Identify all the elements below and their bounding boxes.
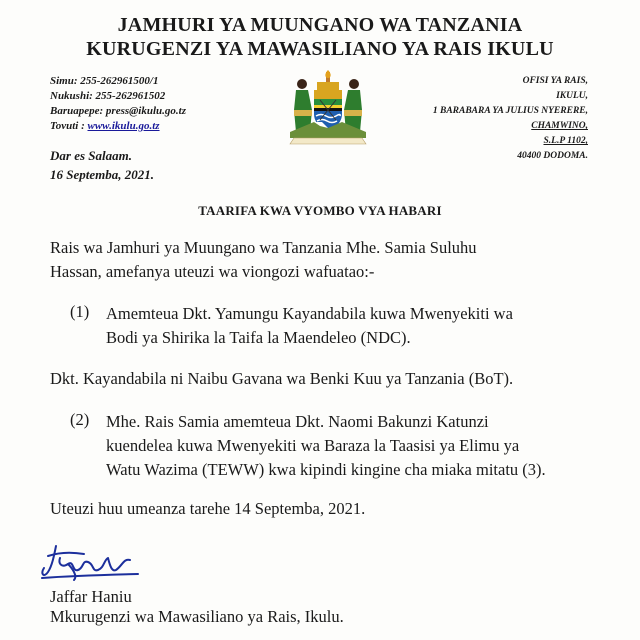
- coat-of-arms-emblem: [284, 70, 372, 146]
- phone-line: Simu: 255-262961500/1: [50, 75, 159, 87]
- office-address: [433, 74, 588, 164]
- address-line: OFISI YA RAIS,: [522, 76, 588, 86]
- contact-block: [50, 74, 186, 134]
- item-1-number: (1): [70, 302, 90, 321]
- fax-line: Nukushi: 255-262961502: [50, 90, 166, 102]
- email-value: press@ikulu.go.tz: [105, 105, 186, 117]
- signatory-title: Mkurugenzi wa Mawasiliano ya Rais, Ikulu.: [50, 607, 344, 626]
- email-line: Baruapepe: press@ikulu.go.tz: [50, 105, 186, 117]
- item-2-number: (2): [70, 410, 90, 429]
- address-line: CHAMWINO,: [531, 121, 588, 131]
- place-date: [50, 146, 154, 184]
- press-release-heading: TAARIFA KWA VYOMBO VYA HABARI: [198, 203, 442, 218]
- address-line: S.L.P 1102,: [543, 136, 588, 146]
- header-title-1: JAMHURI YA MUUNGANO WA TANZANIA: [117, 14, 523, 36]
- item-2-text: Mhe. Rais Samia amemteua Dkt. Naomi Bakunzi Katunzi kuendelea kuwa Mwenyekiti wa Baraza la Taasisi ya Elimu ya Watu Wazima (TEWW) kwa kipindi kingine cha miaka mitatu (3).: [106, 412, 546, 479]
- header-title-2: KURUGENZI YA MAWASILIANO YA RAIS IKULU: [86, 38, 554, 60]
- closing-paragraph: Uteuzi huu umeanza tarehe 14 Septemba, 2021.: [50, 499, 366, 518]
- place: Dar es Salaam.: [50, 148, 132, 163]
- address-line: 1 BARABARA YA JULIUS NYERERE,: [432, 106, 588, 116]
- note-paragraph: Dkt. Kayandabila ni Naibu Gavana wa Benki Kuu ya Tanzania (BoT).: [50, 369, 514, 388]
- date: 16 Septemba, 2021.: [50, 167, 154, 182]
- handwritten-signature: [38, 542, 148, 584]
- item-1-text: Amemteua Dkt. Yamungu Kayandabila kuwa Mwenyekiti wa Bodi ya Shirika la Taifa la Maendeleo (NDC).: [106, 304, 513, 347]
- website-link[interactable]: www.ikulu.go.tz: [87, 120, 160, 132]
- intro-paragraph: Rais wa Jamhuri ya Muungano wa Tanzania Mhe. Samia Suluhu Hassan, amefanya uteuzi wa viongozi wafuatao:-: [50, 238, 477, 281]
- address-line: IKULU,: [556, 91, 588, 101]
- signatory-name: Jaffar Haniu: [50, 587, 132, 606]
- address-line: 40400 DODOMA.: [517, 151, 588, 161]
- website-line: Tovuti : www.ikulu.go.tz: [50, 120, 160, 132]
